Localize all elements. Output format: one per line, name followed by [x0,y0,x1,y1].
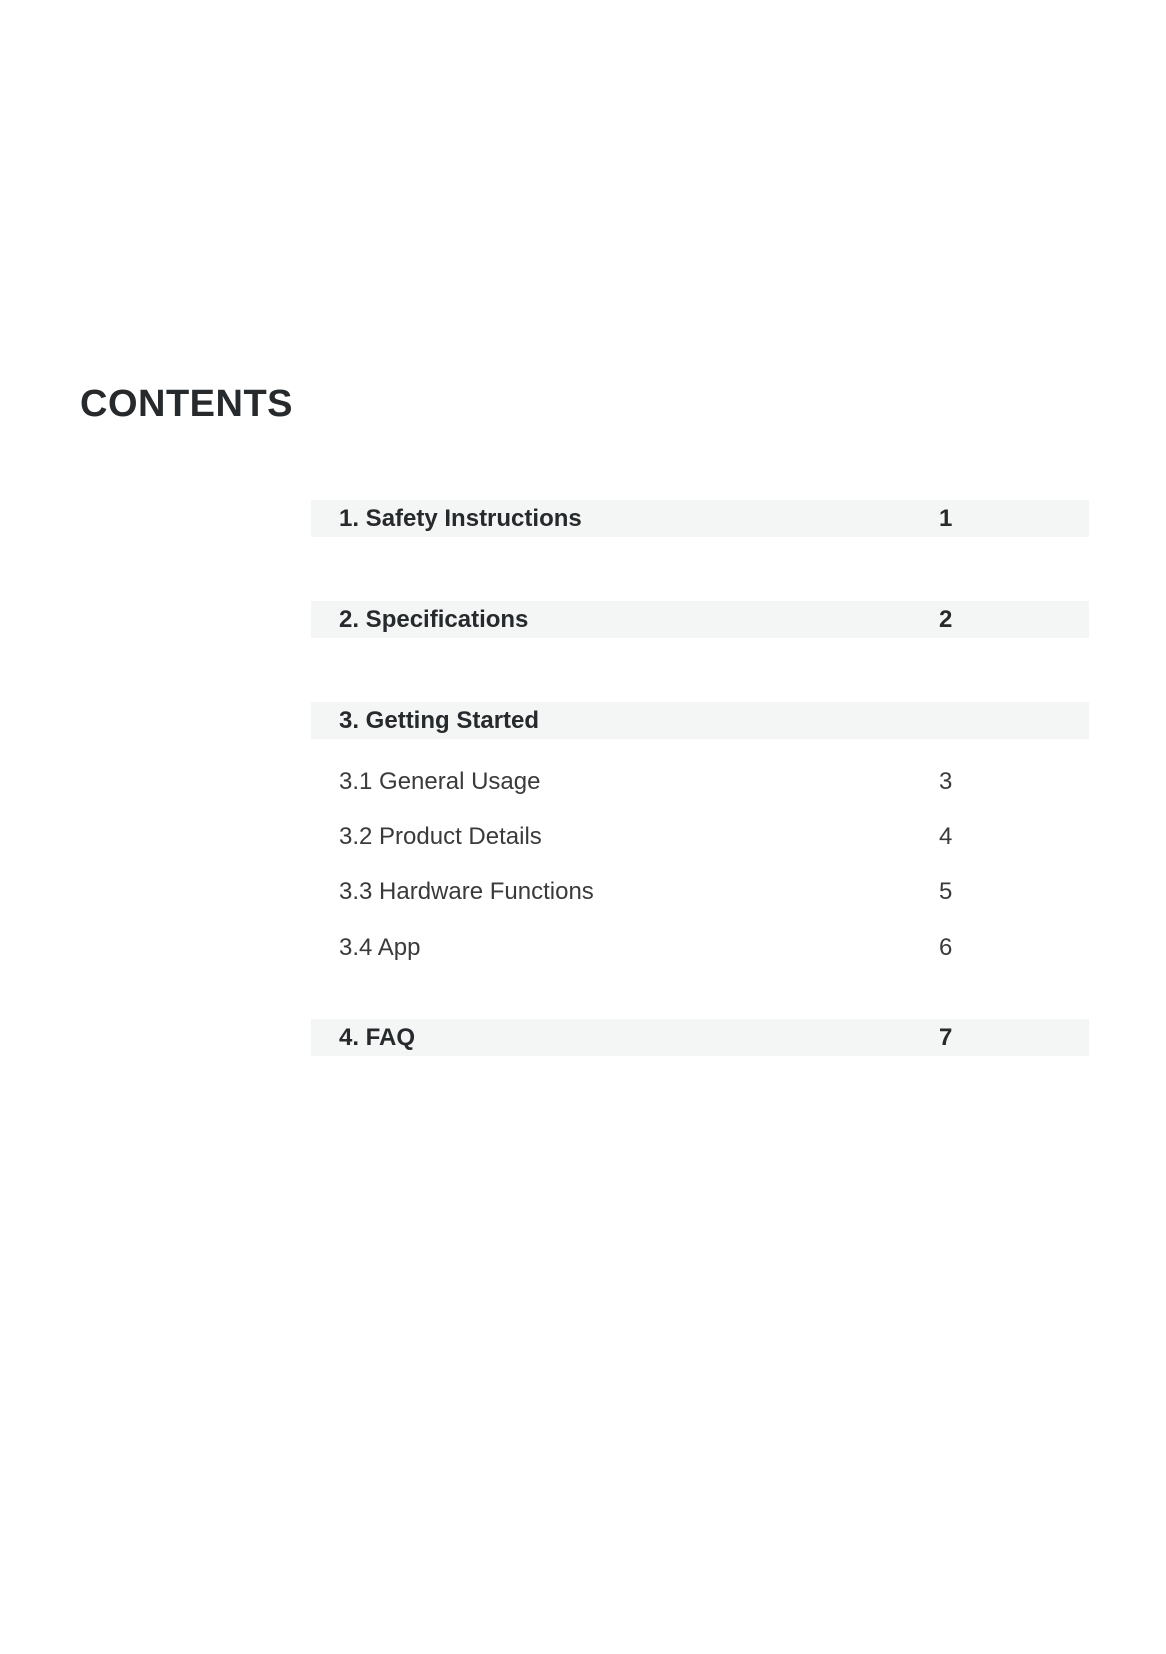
toc-subsection-general-usage[interactable] [311,763,1089,800]
toc-section-getting-started[interactable] [311,702,1089,739]
toc-section-label: 4. FAQ [339,1024,416,1051]
toc-subsection-label: 3.4 App [339,934,421,961]
toc-page-number: 7 [939,1024,953,1051]
toc-section-label: 1. Safety Instructions [339,505,582,532]
toc-page-number: 5 [939,878,953,905]
toc-page-number: 1 [939,505,953,532]
toc-subsection-product-details[interactable] [311,818,1089,855]
page-title: CONTENTS [80,383,293,425]
toc-section-label: 3. Getting Started [339,707,540,734]
toc-subsection-app[interactable] [311,929,1089,966]
toc-section-specifications[interactable] [311,601,1089,638]
toc-subsection-label: 3.3 Hardware Functions [339,878,594,905]
toc-subsection-hardware-functions[interactable] [311,873,1089,910]
toc-page-number: 4 [939,823,953,850]
toc-subsection-label: 3.2 Product Details [339,823,542,850]
toc-subsection-label: 3.1 General Usage [339,768,541,795]
toc-page-number: 6 [939,934,953,961]
toc-section-safety-instructions[interactable] [311,500,1089,537]
toc-page-number: 2 [939,606,953,633]
toc-section-faq[interactable] [311,1019,1089,1056]
toc-section-label: 2. Specifications [339,606,529,633]
toc-page-number: 3 [939,768,953,795]
